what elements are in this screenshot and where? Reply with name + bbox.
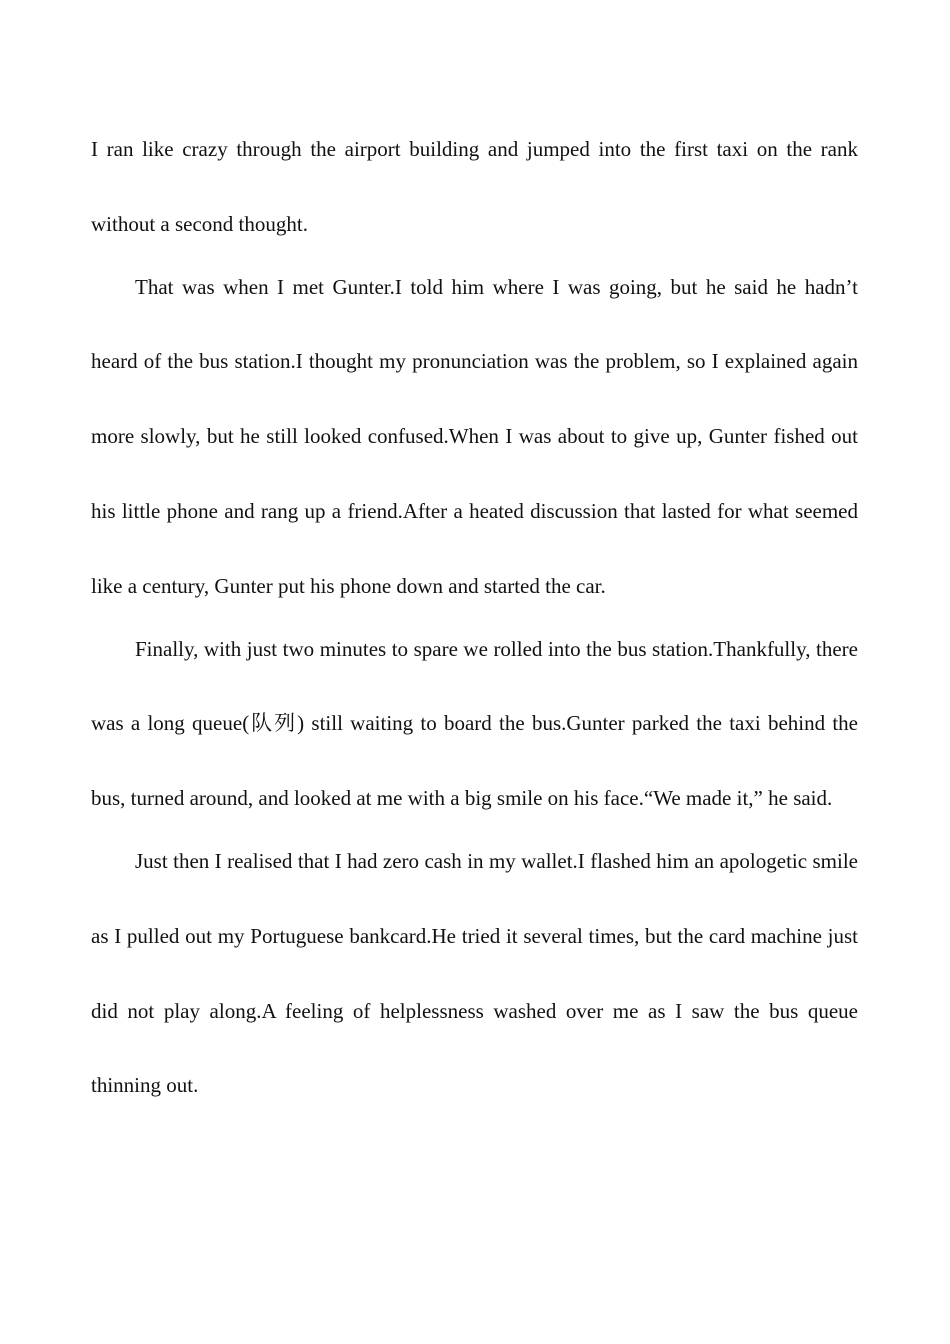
paragraph-3: Finally, with just two minutes to spare we rolled into the bus station.Thankfully, there was a long queue(队列) still waiting to board the bus.Gunter parked the taxi behind the bus, turned around, and looked at me with a big smile on his face.“We made it,” he said. (91, 636, 858, 811)
paragraph-4: Just then I realised that I had zero cash in my wallet.I flashed him an apologetic smile as I pulled out my Portuguese bankcard.He tried it several times, but the card machine just did not play along.A feeling of helplessness washed over me as I saw the bus queue thinning out. (91, 848, 858, 1098)
paragraph-1: I ran like crazy through the airport building and jumped into the first taxi on the rank without a second thought. (91, 137, 858, 236)
document-body (91, 112, 858, 1111)
paragraph-2: That was when I met Gunter.I told him where I was going, but he said he hadn’t heard of the bus station.I thought my pronunciation was the problem, so I explained again more slowly, but he still looked confused.When I was about to give up, Gunter fished out his little phone and rang up a friend.After a heated discussion that lasted for what seemed like a century, Gunter put his phone down and started the car. (91, 274, 858, 598)
